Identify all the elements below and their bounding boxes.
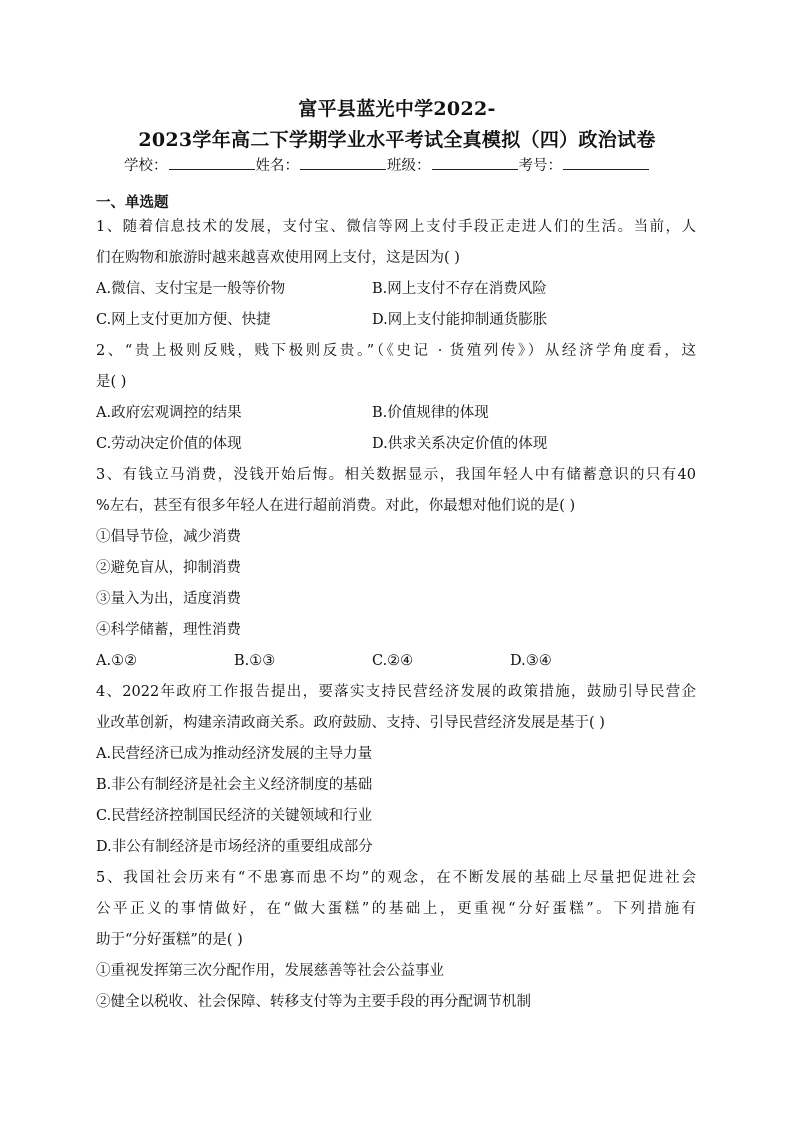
q3-item-4: ④科学储蓄，理性消费: [96, 622, 241, 638]
q5-stem-line1: 5、我国社会历来有“不患寡而患不均”的观念，在不断发展的基础上尽量把促进社会: [96, 870, 696, 886]
q1-option-d: D.网上支付能抑制通货膨胀: [372, 312, 548, 328]
exam-title-line2: 2023学年高二下学期学业水平考试全真模拟（四）政治试卷: [138, 129, 656, 151]
q1-stem-line2: 们在购物和旅游时越来越喜欢使用网上支付，这是因为( ): [96, 250, 460, 266]
q2-option-b: B.价值规律的体现: [372, 405, 489, 421]
school-blank: [169, 155, 255, 170]
q1-stem-line1: 1、随着信息技术的发展，支付宝、微信等网上支付手段正走进人们的生活。当前，人: [96, 219, 696, 235]
school-label: 学校：: [124, 158, 168, 174]
q2-option-a: A.政府宏观调控的结果: [96, 405, 242, 421]
class-blank: [432, 155, 518, 170]
q4-stem-line2: 业改革创新，构建亲清政商关系。政府鼓励、支持、引导民营经济发展是基于( ): [96, 715, 605, 731]
q1-option-b: B.网上支付不存在消费风险: [372, 281, 547, 297]
q3-option-c: C.②④: [372, 653, 414, 669]
q4-option-c: C.民营经济控制国民经济的关键领域和行业: [96, 808, 373, 824]
q2-option-c: C.劳动决定价值的体现: [96, 436, 242, 452]
q5-item-2: ②健全以税收、社会保障、转移支付等为主要手段的再分配调节机制: [96, 994, 531, 1010]
q5-item-1: ①重视发挥第三次分配作用，发展慈善等社会公益事业: [96, 963, 444, 979]
exam-title-line1: 富平县蓝光中学2022-: [298, 98, 496, 120]
q3-item-1: ①倡导节俭，减少消费: [96, 529, 241, 545]
q3-stem-line2: %左右，甚至有很多年轻人在进行超前消费。对此，你最想对他们说的是( ): [96, 498, 576, 514]
q3-option-a: A.①②: [96, 653, 138, 669]
q3-item-3: ③量入为出，适度消费: [96, 591, 241, 607]
student-info-row: [124, 155, 650, 176]
class-label: 班级：: [387, 158, 431, 174]
q2-stem-line2: 是( ): [96, 374, 127, 390]
q4-option-b: B.非公有制经济是社会主义经济制度的基础: [96, 777, 373, 793]
q3-stem-line1: 3、有钱立马消费，没钱开始后悔。相关数据显示，我国年轻人中有储蓄意识的只有40: [96, 467, 696, 483]
q1-option-a: A.微信、支付宝是一般等价物: [96, 281, 286, 297]
name-blank: [300, 155, 386, 170]
q5-stem-line3: 助于“分好蛋糕”的是( ): [96, 932, 243, 948]
q3-item-2: ②避免盲从，抑制消费: [96, 560, 241, 576]
exam-number-blank: [563, 155, 649, 170]
q2-stem-line1: 2、“贵上极则反贱，贱下极则反贵。”（《史记 · 货殖列传》）从经济学角度看，这: [96, 343, 696, 359]
name-label: 姓名：: [255, 158, 299, 174]
section-heading: 一、单选题: [96, 194, 169, 211]
q5-stem-line2: 公平正义的事情做好，在“做大蛋糕”的基础上，更重视“分好蛋糕”。下列措施有: [96, 901, 696, 917]
q2-option-d: D.供求关系决定价值的体现: [372, 436, 548, 452]
q4-option-a: A.民营经济已成为推动经济发展的主导力量: [96, 746, 373, 762]
q3-option-b: B.①③: [234, 653, 276, 669]
q1-option-c: C.网上支付更加方便、快捷: [96, 312, 271, 328]
exam-number-label: 考号：: [518, 158, 562, 174]
q4-stem-line1: 4、2022年政府工作报告提出，要落实支持民营经济发展的政策措施，鼓励引导民营企: [96, 684, 696, 700]
q4-option-d: D.非公有制经济是市场经济的重要组成部分: [96, 839, 373, 855]
q3-option-d: D.③④: [510, 653, 552, 669]
